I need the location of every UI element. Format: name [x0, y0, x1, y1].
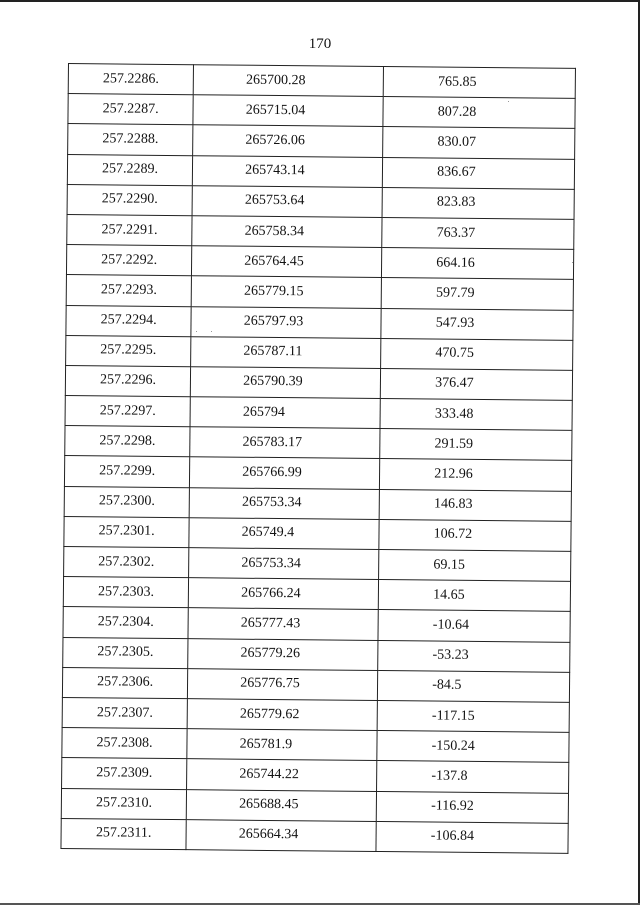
table-row	[64, 516, 571, 551]
point-id-cell: 257.2286.	[68, 64, 193, 95]
y-coordinate-cell: 807.28	[383, 97, 575, 129]
point-id-cell: 257.2303.	[63, 577, 188, 608]
y-coordinate-cell: -53.23	[378, 640, 570, 672]
y-coordinate-cell: 836.67	[383, 157, 575, 189]
point-id-cell: 257.2310.	[61, 788, 186, 819]
y-coordinate-cell: 291.59	[380, 429, 572, 461]
table-row	[68, 94, 575, 129]
y-coordinate-cell: 547.93	[381, 308, 573, 340]
point-id-cell: 257.2298.	[65, 426, 190, 457]
point-id-cell: 257.2287.	[68, 94, 193, 125]
x-coordinate-cell: 265664.34	[186, 819, 376, 851]
x-coordinate-cell: 265797.93	[191, 306, 381, 338]
table-row	[65, 365, 572, 400]
point-id-cell: 257.2301.	[64, 516, 189, 547]
y-coordinate-cell: -116.92	[376, 791, 568, 823]
y-coordinate-cell: 830.07	[383, 127, 575, 159]
table-row	[66, 275, 573, 310]
x-coordinate-cell: 265794	[190, 397, 380, 429]
point-id-cell: 257.2290.	[67, 184, 192, 215]
table-row	[66, 335, 573, 370]
point-id-cell: 257.2304.	[63, 607, 188, 638]
y-coordinate-cell: 823.83	[382, 187, 574, 219]
coordinate-table	[60, 63, 576, 854]
table-row	[62, 697, 569, 732]
table-row	[63, 637, 570, 672]
y-coordinate-cell: 14.65	[378, 580, 570, 612]
point-id-cell: 257.2288.	[68, 124, 193, 155]
x-coordinate-cell: 265781.9	[187, 729, 377, 761]
point-id-cell: 257.2302.	[64, 546, 189, 577]
point-id-cell: 257.2289.	[67, 154, 192, 185]
point-id-cell: 257.2311.	[61, 818, 186, 849]
x-coordinate-cell: 265700.28	[193, 65, 383, 97]
y-coordinate-cell: 212.96	[380, 459, 572, 491]
coordinate-table-body	[61, 64, 576, 854]
point-id-cell: 257.2309.	[62, 758, 187, 789]
table-row	[65, 396, 572, 431]
point-id-cell: 257.2305.	[63, 637, 188, 668]
y-coordinate-cell: 470.75	[381, 338, 573, 370]
point-id-cell: 257.2306.	[62, 667, 187, 698]
table-row	[64, 486, 571, 521]
point-id-cell: 257.2297.	[65, 396, 190, 427]
x-coordinate-cell: 265776.75	[188, 668, 378, 700]
scan-speck	[572, 262, 573, 263]
table-row	[68, 124, 575, 159]
table-row	[61, 788, 568, 823]
y-coordinate-cell: 664.16	[382, 248, 574, 280]
point-id-cell: 257.2294.	[66, 305, 191, 336]
point-id-cell: 257.2307.	[62, 697, 187, 728]
page-edge-top	[0, 0, 640, 2]
page-number: 170	[308, 36, 332, 52]
y-coordinate-cell: 146.83	[379, 489, 571, 521]
x-coordinate-cell: 265726.06	[193, 125, 383, 157]
scan-speck	[211, 331, 212, 332]
x-coordinate-cell: 265783.17	[190, 427, 380, 459]
table-row	[67, 214, 574, 249]
point-id-cell: 257.2295.	[66, 335, 191, 366]
x-coordinate-cell: 265758.34	[192, 216, 382, 248]
table-row	[65, 426, 572, 461]
table-row	[67, 184, 574, 219]
table-row	[66, 245, 573, 280]
point-id-cell: 257.2292.	[66, 245, 191, 276]
y-coordinate-cell: -106.84	[376, 821, 568, 853]
table-row	[63, 607, 570, 642]
x-coordinate-cell: 265743.14	[193, 155, 383, 187]
x-coordinate-cell: 265787.11	[191, 336, 381, 368]
x-coordinate-cell: 265749.4	[189, 517, 379, 549]
y-coordinate-cell: 333.48	[380, 399, 572, 431]
x-coordinate-cell: 265753.34	[189, 548, 379, 580]
scan-speck	[508, 101, 509, 102]
table-row	[63, 577, 570, 612]
table-row	[66, 305, 573, 340]
table-row	[64, 546, 571, 581]
table-row	[62, 758, 569, 793]
point-id-cell: 257.2299.	[64, 456, 189, 487]
x-coordinate-cell: 265790.39	[191, 367, 381, 399]
x-coordinate-cell: 265779.62	[187, 699, 377, 731]
table-row	[67, 154, 574, 189]
y-coordinate-cell: -84.5	[378, 670, 570, 702]
point-id-cell: 257.2291.	[67, 214, 192, 245]
x-coordinate-cell: 265715.04	[193, 95, 383, 127]
point-id-cell: 257.2293.	[66, 275, 191, 306]
x-coordinate-cell: 265688.45	[186, 789, 376, 821]
y-coordinate-cell: -150.24	[377, 731, 569, 763]
point-id-cell: 257.2296.	[65, 365, 190, 396]
y-coordinate-cell: 763.37	[382, 217, 574, 249]
table-row	[68, 64, 575, 99]
x-coordinate-cell: 265744.22	[187, 759, 377, 791]
y-coordinate-cell: 106.72	[379, 519, 571, 551]
table-row	[62, 728, 569, 763]
x-coordinate-cell: 265779.26	[188, 638, 378, 670]
x-coordinate-cell: 265779.15	[191, 276, 381, 308]
y-coordinate-cell: 765.85	[383, 67, 575, 99]
scan-speck	[196, 331, 197, 332]
x-coordinate-cell: 265764.45	[192, 246, 382, 278]
y-coordinate-cell: 376.47	[381, 368, 573, 400]
x-coordinate-cell: 265753.64	[192, 185, 382, 217]
x-coordinate-cell: 265766.99	[190, 457, 380, 489]
x-coordinate-cell: 265777.43	[188, 608, 378, 640]
table-row	[62, 667, 569, 702]
point-id-cell: 257.2300.	[64, 486, 189, 517]
y-coordinate-cell: -117.15	[377, 700, 569, 732]
y-coordinate-cell: -10.64	[378, 610, 570, 642]
x-coordinate-cell: 265753.34	[189, 487, 379, 519]
x-coordinate-cell: 265766.24	[188, 578, 378, 610]
y-coordinate-cell: 597.79	[381, 278, 573, 310]
y-coordinate-cell: 69.15	[379, 550, 571, 582]
point-id-cell: 257.2308.	[62, 728, 187, 759]
y-coordinate-cell: -137.8	[377, 761, 569, 793]
table-row	[61, 818, 568, 853]
table-row	[64, 456, 571, 491]
